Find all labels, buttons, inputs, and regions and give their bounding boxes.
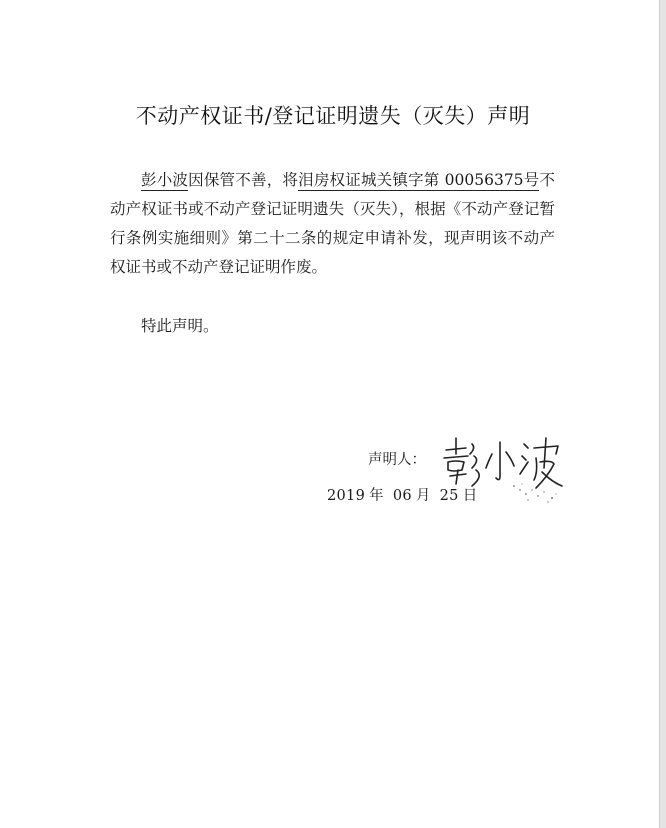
declaration-date xyxy=(327,484,482,505)
paragraph-text-b: 不动产权证书或不动产登记证明遗失（灭失），根据《不动产登记暂行条例实施细则》第二十二条的规定申请补发，现声明该不动产权证书或不动产登记证明作废。 xyxy=(110,171,555,276)
document-title: 不动产权证书/登记证明遗失（灭失）声明 xyxy=(135,104,531,128)
closing-statement: 特此声明。 xyxy=(141,317,219,335)
declaration-paragraph xyxy=(110,166,555,282)
date-month: 06 xyxy=(392,488,412,504)
certificate-number: 泪房权证城关镇字第 00056375号 xyxy=(298,171,540,189)
date-year-unit: 年 xyxy=(369,488,384,504)
owner-name: 彭小波 xyxy=(141,171,189,189)
date-year: 2019 xyxy=(327,488,366,504)
date-month-unit: 月 xyxy=(415,488,431,504)
paragraph-text-a: 因保管不善，将 xyxy=(188,171,299,189)
date-day-unit: 日 xyxy=(462,488,478,504)
date-day: 25 xyxy=(439,488,459,504)
declarant-label: 声明人： xyxy=(368,452,426,468)
